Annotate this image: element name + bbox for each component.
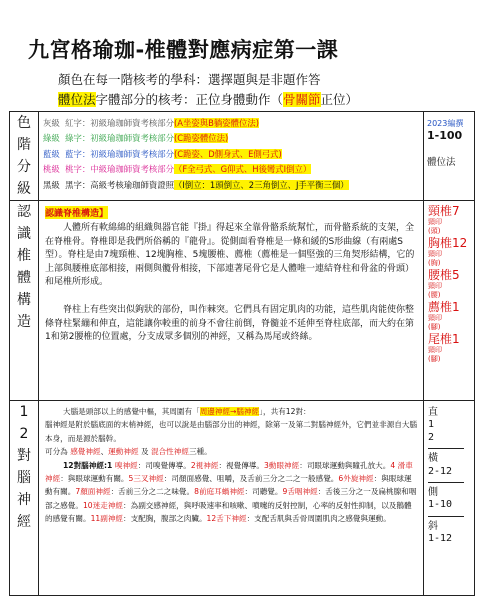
direction-list [424, 401, 474, 546]
nerve-function: ：視覺傳導。 [218, 460, 265, 470]
nerve-row [10, 401, 475, 596]
level-postures: (C跪姿、D側身式、E側弓式) [173, 148, 282, 159]
vertebra-name: 腰椎5 [428, 268, 460, 282]
spine-heading: 認識脊椎構造】 [45, 206, 108, 219]
level-desc: 藍字：初級瑜珈師資考核部分 [65, 148, 174, 159]
level-name: 灰級 [43, 118, 60, 128]
grade-label-text: 色階分級 [17, 115, 31, 197]
nerve-function: ：司眼球運動與瞳孔放大。 [299, 460, 391, 470]
level-name: 綠級 [43, 133, 60, 144]
nerve-function: ：司嗅覺傳導。 [137, 460, 191, 470]
divider-line [428, 448, 464, 449]
nerve-name: 10迷走神經 [82, 500, 124, 510]
divider-line [428, 482, 464, 483]
nerve-intro-1a: 大腦是頭部以上的感覺中樞，其周圍有「 [63, 407, 200, 416]
level-row [43, 162, 420, 177]
nerve-text [39, 401, 423, 526]
nerve-function: ：舌後三分之一及扁桃腺和咽部之感覺。 [45, 487, 417, 510]
page-title: 九宮格瑜珈-椎體對應病症第一課 [28, 38, 339, 62]
level-desc: 黑字：高級考核瑜珈師資證照 [65, 179, 174, 190]
exam-label: 2023編撰 [427, 119, 464, 128]
exam-number: 1-100 [427, 129, 463, 142]
level-name: 黑級 [43, 179, 60, 190]
vertebra-note: (腳) [428, 323, 441, 331]
subtitle-mid: 字體部分的核考：正位身體動作（ [95, 92, 284, 107]
nerve-name: 嗅神經 [114, 460, 138, 470]
nerve-function: ：司聽覺。 [244, 487, 283, 497]
level-postures: （I倒立：1頭倒立、2三角倒立、J手平衡三個） [173, 179, 349, 190]
vertebra-name: 尾椎1 [428, 332, 460, 346]
direction-item: 橫 [428, 453, 438, 465]
vertebra-note: 頸印 [428, 314, 442, 322]
level-desc: 紅字：初級瑜珈師資考核部分 [65, 118, 174, 128]
subtitle-end: 正位） [320, 92, 359, 107]
nerve-label [10, 401, 39, 596]
direction-item: 直 [428, 407, 438, 418]
nerve-name: 9舌咽神經 [282, 487, 318, 497]
nerve-name: 5三叉神經 [128, 474, 164, 484]
nerve-function: ：支配胸，腹部之肉臟。 [123, 514, 207, 524]
nerve-function: ：支配舌肌與舌骨周圍肌肉之感覺與運動。 [246, 514, 391, 524]
nerve-type-motor: 運動神經 [108, 447, 139, 457]
level-row [43, 147, 420, 162]
nerve-name: 2視神經 [190, 460, 219, 470]
level-row [43, 131, 420, 146]
vertebra-note: 頸印 [428, 346, 442, 354]
direction-item: 2-12 [428, 465, 453, 477]
nerve-intro-1r: 周邊神經→腦神經 [199, 407, 260, 416]
nerve-type-sensory: 感覺神經 [70, 447, 101, 457]
divider-line [428, 516, 464, 517]
nerve-function: ：舌前三分之二之味覺。 [110, 487, 195, 497]
vertebra-note: (腰) [428, 291, 441, 299]
direction-item: 1 [428, 419, 435, 431]
level-desc: 綠字：初級瑜珈師資考核部分 [65, 133, 174, 144]
grade-label [10, 112, 39, 201]
nerve-list [45, 459, 418, 526]
subtitle-colors: 顏色在每一階核考的學科：選擇題與是非題作答 [58, 72, 321, 87]
nerve-intro-2: 腦神經是附於腦底面的末梢神經，也可以說是由腦部分出的神經，除第一及第二對腦神經外，它們並非源自大腦本身，而是源於腦幹。 [45, 420, 418, 443]
nerve-name: 7顏面神經 [75, 487, 111, 497]
level-postures: (C跪姿體位法) [173, 133, 229, 144]
nerve-label-text: 12對腦神經 [17, 404, 31, 530]
nerve-function: ：與眼球運動有關。 [45, 474, 412, 497]
level-desc: 桃字：中級瑜珈師資考核部分 [65, 164, 174, 175]
subtitle-bone: 骨關節 [283, 92, 321, 107]
nerve-type-mixed: 混合性神經 [150, 447, 189, 457]
nerve-name: 12舌下神經 [206, 514, 247, 524]
vertebra-note: (頭) [428, 227, 441, 235]
vertebra-name: 薦椎1 [428, 300, 460, 314]
subtitle-postures [58, 90, 358, 108]
nerve-name: 8前庭耳蝸神經 [194, 487, 245, 497]
direction-item: 1-12 [428, 533, 453, 545]
nerve-directions [424, 401, 475, 596]
spine-label-text: 認識椎體構造 [17, 204, 31, 330]
nerve-function: ：與眼球運動有關。 [60, 474, 129, 484]
grade-exam [424, 112, 475, 201]
nerve-function: ：司顏面感覺、咀嚼，及舌前三分之二之一般感覺。 [163, 474, 339, 484]
direction-item: 2 [428, 431, 435, 443]
vertebra-note: 頸印 [428, 218, 442, 226]
course-table [9, 111, 475, 596]
nerve-intro-3: 可分為 感覺神經、運動神經 及 混合性神經三種。 [45, 447, 212, 457]
nerve-name: 11副神經 [90, 514, 124, 524]
nerve-intro-3a: 可分為 [45, 447, 71, 457]
vertebra-note: (胸) [428, 259, 441, 267]
nerve-function: ：為副交感神經，與呼吸速率和咳嗽、噴嚏的反射控制，心率的反射性抑制，以及鵝體的感覺有關。 [45, 500, 412, 524]
exam-category: 體位法 [427, 157, 456, 168]
direction-item: 側 [428, 487, 438, 499]
vertebra-note: 頸印 [428, 250, 442, 258]
grade-row [10, 112, 475, 201]
nerve-intro-1 [45, 405, 418, 418]
nerve-list-heading: 12對腦神經:1 [63, 460, 115, 470]
vertebra-name: 頸椎7 [428, 204, 460, 218]
spine-label [10, 201, 39, 401]
direction-item: 1-10 [428, 499, 453, 511]
nerve-intro-1e: 」，共有12對： [259, 407, 311, 416]
spine-paragraph-2: 脊柱上有些突出似鉤狀的部份，叫作棘突。它們具有固定肌肉的功能，這些肌肉能使你整條脊柱緊繃和伸直，這能讓你較重的前身不會往前倒，脊髓並不延伸至脊柱底部，而大約在第1和第2腰椎的位置處，分支成眾多個別的神經，又稱為馬尾或終絲。 [45, 304, 415, 343]
spine-vertebrae [424, 201, 475, 401]
nerve-name: 4 滑車神經 [45, 460, 413, 484]
direction-item: 斜 [428, 520, 438, 532]
spine-paragraph-1: 人體所有軟綿綿的組織與器官能『掛』得起來全靠骨骼系統幫忙，而骨骼系統的支架，全在脊椎骨。脊椎即是我們所俗稱的『龍骨』。從側面看脊椎是一條和緩的S形曲線（有兩處S型）。脊柱是由7塊頸椎、12塊胸椎、5塊腰椎、薦椎（薦椎是一個堅強的三角契形結構，它的上部與腰椎底部相接，兩側與髖骨相接，下部連著尾骨它是人體唯一連結脊柱和骨盆的骨頭）和尾椎所形成。 [45, 223, 415, 288]
level-postures: (A坐姿與B躺姿體位法) [173, 118, 259, 128]
vertebra-note: 頸印 [428, 282, 442, 290]
nerve-name: 3動眼神經 [264, 460, 300, 470]
spine-row [10, 201, 475, 401]
subtitle-highlight: 體位法 [58, 92, 96, 107]
levels-list [39, 112, 423, 193]
level-row [43, 116, 420, 131]
vertebrae-list [424, 201, 474, 364]
level-row [43, 178, 420, 193]
nerve-name: 6外旋神經 [338, 474, 374, 484]
nerve-intro-3e: 三種。 [188, 447, 212, 457]
nerve-content [39, 401, 424, 596]
level-name: 桃級 [43, 164, 60, 175]
vertebra-note: (腳) [428, 355, 441, 363]
vertebra-name: 胸椎12 [428, 236, 468, 250]
level-postures: （F全弓式、G仰式、H後彎式I倒立） [173, 164, 312, 175]
grade-levels [39, 112, 424, 201]
spine-content [39, 201, 424, 401]
level-name: 藍級 [43, 148, 60, 159]
